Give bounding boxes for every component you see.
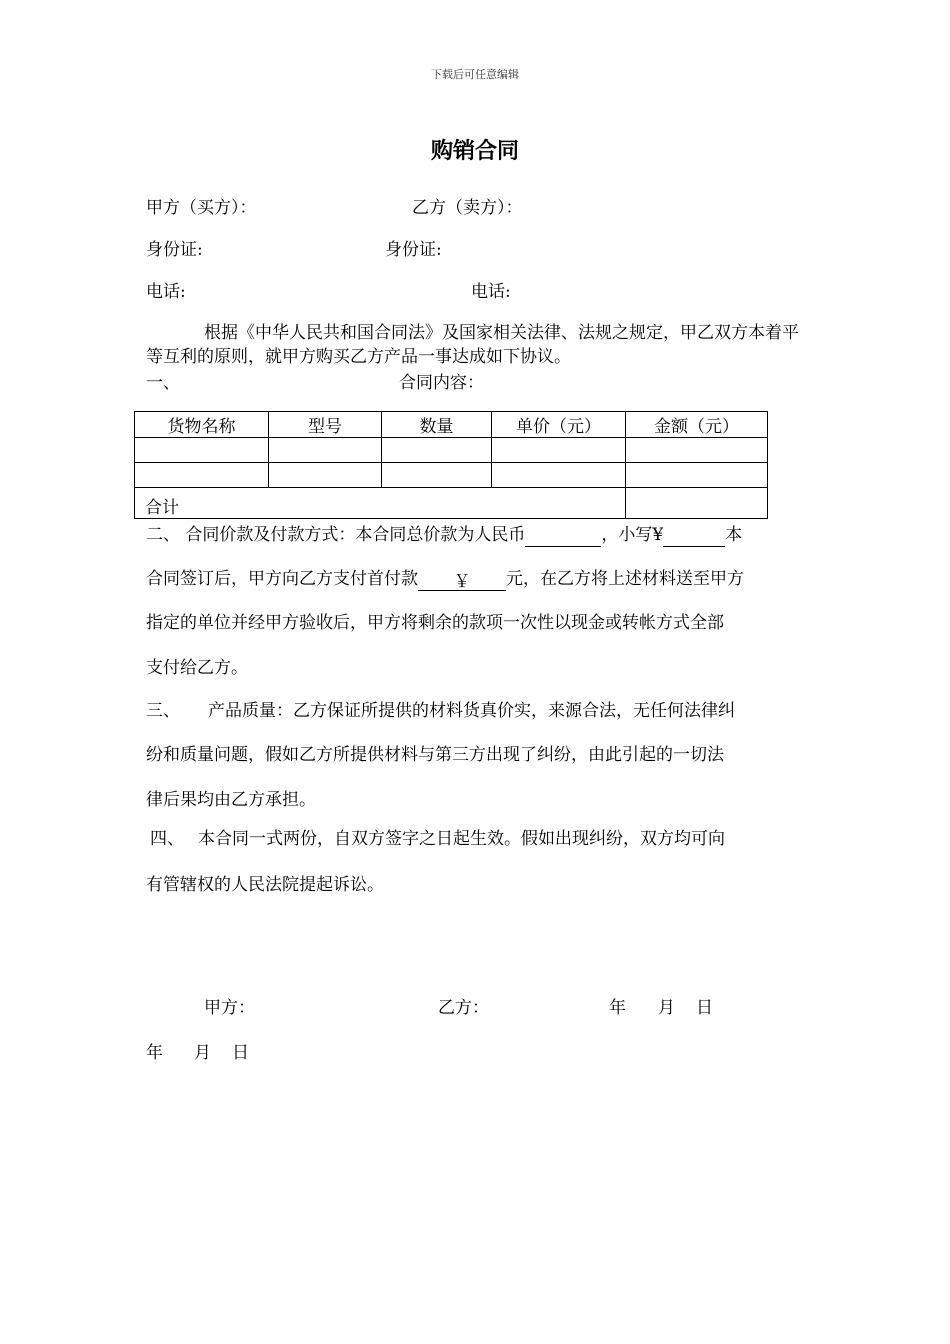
- table-header-cell: 单价（元）: [492, 412, 626, 438]
- goods-table: [134, 411, 768, 519]
- section2-mid1: ，小写: [601, 525, 653, 545]
- signature-party-b: 乙方：: [438, 998, 489, 1018]
- section4-line1: 本合同一式两份，自双方签字之日起生效。假如出现纠纷，双方均可向: [198, 829, 725, 849]
- section3-number: 三、: [146, 701, 180, 721]
- section2-prefix: 二、 合同价款及付款方式：本合同总价款为人民币: [146, 525, 526, 545]
- buyer-phone-label: 电话:: [146, 282, 186, 302]
- yen-symbol: ￥: [453, 572, 471, 592]
- table-cell[interactable]: [382, 463, 492, 488]
- buyer-id-label: 身份证:: [146, 240, 203, 260]
- table-cell[interactable]: [135, 438, 269, 463]
- table-cell[interactable]: [135, 463, 269, 488]
- table-header-row: [135, 412, 768, 438]
- section1-number: 一、: [146, 373, 180, 393]
- seller-id-label: 身份证:: [385, 240, 442, 260]
- intro-paragraph: 根据《中华人民共和国合同法》及国家相关法律、法规之规定，甲乙双方本着平等互利的原则，就甲方购买乙方产品一事达成如下协议。: [146, 323, 799, 367]
- table-total-row: [135, 488, 768, 519]
- section3-line1: 产品质量：乙方保证所提供的材料货真价实，来源合法，无任何法律纠: [208, 701, 735, 721]
- section4-number: 四、: [150, 829, 184, 849]
- section2-line2-b: 元，在乙方将上述材料送至甲方: [506, 569, 744, 589]
- yen-symbol: ¥: [652, 525, 664, 545]
- date-day: 日: [696, 998, 713, 1018]
- section2-line4: 支付给乙方。: [146, 658, 248, 678]
- table-header-cell: 型号: [269, 412, 382, 438]
- total-price-blank[interactable]: [525, 526, 601, 547]
- table-cell[interactable]: [269, 438, 382, 463]
- seller-label: 乙方（卖方）：: [412, 198, 523, 218]
- table-row: [135, 463, 768, 488]
- table-cell[interactable]: [626, 438, 768, 463]
- date-month: 月: [658, 998, 675, 1018]
- section4-line2: 有管辖权的人民法院提起诉讼。: [146, 875, 384, 895]
- total-amount-cell[interactable]: [626, 488, 768, 519]
- table-cell[interactable]: [626, 463, 768, 488]
- date-month: 月: [194, 1043, 211, 1063]
- section2-mid2: 本: [725, 525, 743, 545]
- page-title: 购销合同: [430, 138, 519, 164]
- date-day: 日: [232, 1043, 249, 1063]
- table-row: [135, 438, 768, 463]
- section2-line2-a: 合同签订后，甲方向乙方支付首付款: [146, 569, 418, 589]
- date-year: 年: [609, 998, 626, 1018]
- section3-line2: 纷和质量问题，假如乙方所提供材料与第三方出现了纠纷，由此引起的一切法: [146, 745, 724, 765]
- table-cell[interactable]: [269, 463, 382, 488]
- table-header-cell: 金额（元）: [626, 412, 768, 438]
- section1-title: 合同内容：: [399, 373, 484, 393]
- section3-line3: 律后果均由乙方承担。: [146, 790, 316, 810]
- table-cell[interactable]: [382, 438, 492, 463]
- section2-line1: [146, 523, 742, 547]
- header-note: 下载后可任意编辑: [431, 68, 519, 81]
- table-cell[interactable]: [492, 438, 626, 463]
- table-header-cell: 货物名称: [135, 412, 269, 438]
- section2-line3: 指定的单位并经甲方验收后，甲方将剩余的款项一次性以现金或转帐方式全部: [146, 613, 724, 633]
- table-header-cell: 数量: [382, 412, 492, 438]
- down-payment-blank[interactable]: [418, 570, 506, 591]
- table-cell[interactable]: [492, 463, 626, 488]
- seller-phone-label: 电话:: [471, 282, 511, 302]
- section2-line2: [146, 567, 744, 591]
- signature-party-a: 甲方：: [204, 998, 255, 1018]
- date-year: 年: [146, 1043, 163, 1063]
- total-price-figure-blank[interactable]: [663, 526, 725, 547]
- buyer-label: 甲方（买方）：: [146, 198, 257, 218]
- total-label: 合计: [135, 488, 626, 519]
